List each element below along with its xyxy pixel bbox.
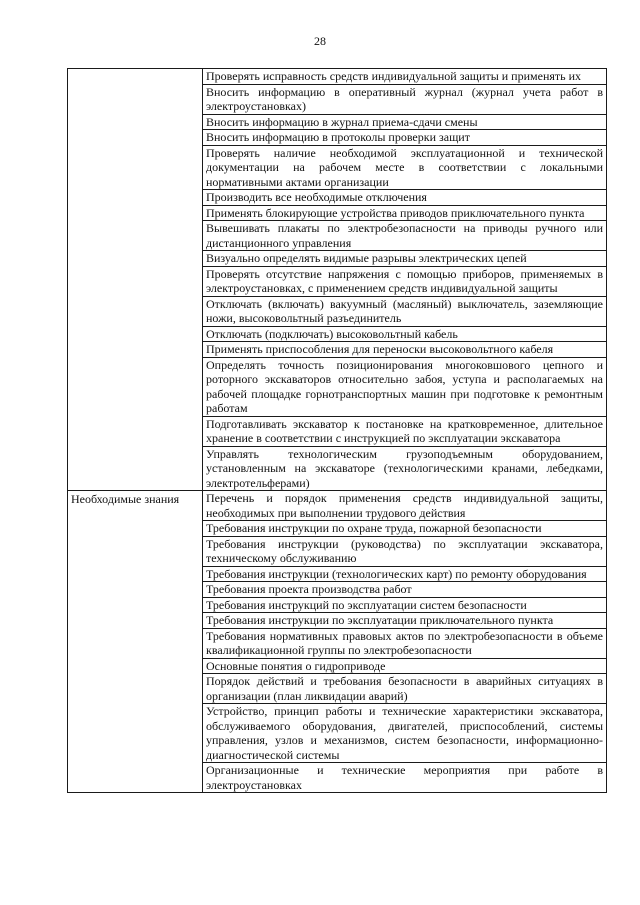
item-text: Управлять технологическим грузоподъемным оборудованием, установленным на экскаваторе (технологическими кранами, лебедками, электротельферами) — [206, 446, 603, 490]
item-text: Отключать (подключать) высоковольтный кабель — [206, 326, 458, 341]
table-cell-item — [203, 357, 607, 416]
table-cell-item — [203, 251, 607, 267]
item-text: Требования инструкции (технологических карт) по ремонту оборудования — [206, 566, 587, 581]
item-text: Требования инструкций по эксплуатации систем безопасности — [206, 597, 527, 612]
table-row — [68, 491, 607, 521]
item-text: Вносить информацию в оперативный журнал (журнал учета работ в электроустановках) — [206, 84, 603, 113]
item-text: Вносить информацию в протоколы проверки защит — [206, 130, 470, 144]
table-cell-item — [203, 130, 607, 146]
table-cell-item — [203, 582, 607, 598]
item-text: Требования проекта производства работ — [206, 582, 412, 596]
table-cell-item — [203, 84, 607, 114]
item-text: Организационные и технические мероприятия при работе в электроустановках — [206, 763, 603, 792]
item-text: Применять блокирующие устройства приводов приключательного пункта — [206, 205, 585, 220]
table-cell-item — [203, 763, 607, 793]
table-cell-item — [203, 114, 607, 130]
item-text: Перечень и порядок применения средств индивидуальной защиты, необходимых при выполнении трудового действия — [206, 491, 603, 520]
table-cell-item — [203, 296, 607, 326]
item-text: Требования нормативных правовых актов по электробезопасности в объеме квалификационной группы по электробезопасности — [206, 628, 603, 657]
item-text: Требования инструкции (руководства) по эксплуатации экскаватора, техническому обслуживанию — [206, 536, 603, 565]
item-text: Подготавливать экскаватор к постановке на кратковременное, длительное хранение в соответствии с инструкцией по эксплуатации экскаватора — [206, 416, 603, 445]
table-cell-item — [203, 326, 607, 342]
table-cell-item — [203, 446, 607, 491]
table-cell-item — [203, 704, 607, 763]
requirements-table — [67, 68, 607, 793]
item-text: Устройство, принцип работы и технические характеристики экскаватора, обслуживаемого оборудования, двигателей, приспособлений, системы управления, узлов и механизмов, систем безопасности, информационно-диагностической системы — [206, 704, 603, 762]
table-cell-item — [203, 190, 607, 206]
table-cell-item — [203, 536, 607, 566]
item-text: Требования инструкции по эксплуатации приключательного пункта — [206, 613, 554, 627]
table-cell-item — [203, 658, 607, 674]
table-cell-item — [203, 221, 607, 251]
item-text: Отключать (включать) вакуумный (масляный) выключатель, заземляющие ножи, высоковольтный разъединитель — [206, 296, 603, 325]
item-text: Проверять отсутствие напряжения с помощью приборов, применяемых в электроустановках, с применением средств индивидуальной защиты — [206, 266, 603, 295]
table-cell-item — [203, 628, 607, 658]
item-text: Определять точность позиционирования многоковшового цепного и роторного экскаваторов относительно забоя, уступа и располагаемых на рабочей площадке горнотранспортных машин при подготовке к ремонтным работам — [206, 357, 603, 415]
table-cell-item — [203, 521, 607, 537]
table-cell-item — [203, 266, 607, 296]
table-cell-item — [203, 205, 607, 221]
section-label-cell: Необходимые знания — [68, 491, 203, 793]
table-cell-item — [203, 145, 607, 190]
item-text: Требования инструкции по охране труда, пожарной безопасности — [206, 521, 542, 535]
section-label-cell — [68, 69, 203, 491]
table-cell-item — [203, 416, 607, 446]
item-text: Применять приспособления для переноски высоковольтного кабеля — [206, 342, 554, 356]
item-text: Визуально определять видимые разрывы электрических цепей — [206, 251, 527, 265]
item-text: Проверять исправность средств индивидуальной защиты и применять их — [206, 69, 582, 83]
table-cell-item — [203, 674, 607, 704]
table-cell-item — [203, 491, 607, 521]
table-row — [68, 69, 607, 85]
item-text: Порядок действий и требования безопасности в аварийных ситуациях в организации (план ликвидации аварий) — [206, 674, 603, 703]
table-cell-item — [203, 342, 607, 358]
table-cell-item — [203, 613, 607, 629]
item-text: Вывешивать плакаты по электробезопасности на приводы ручного или дистанционного управления — [206, 221, 603, 250]
table-cell-item — [203, 566, 607, 582]
item-text: Производить все необходимые отключения — [206, 190, 427, 204]
table-cell-item — [203, 597, 607, 613]
table-body — [68, 69, 607, 793]
table-cell-item — [203, 69, 607, 85]
item-text: Проверять наличие необходимой эксплуатационной и технической документации на рабочем месте в соответствии с локальными нормативными актами организации — [206, 145, 603, 189]
item-text: Основные понятия о гидроприводе — [206, 658, 386, 673]
item-text: Вносить информацию в журнал приема-сдачи смены — [206, 114, 478, 129]
page-number: 28 — [314, 34, 326, 48]
